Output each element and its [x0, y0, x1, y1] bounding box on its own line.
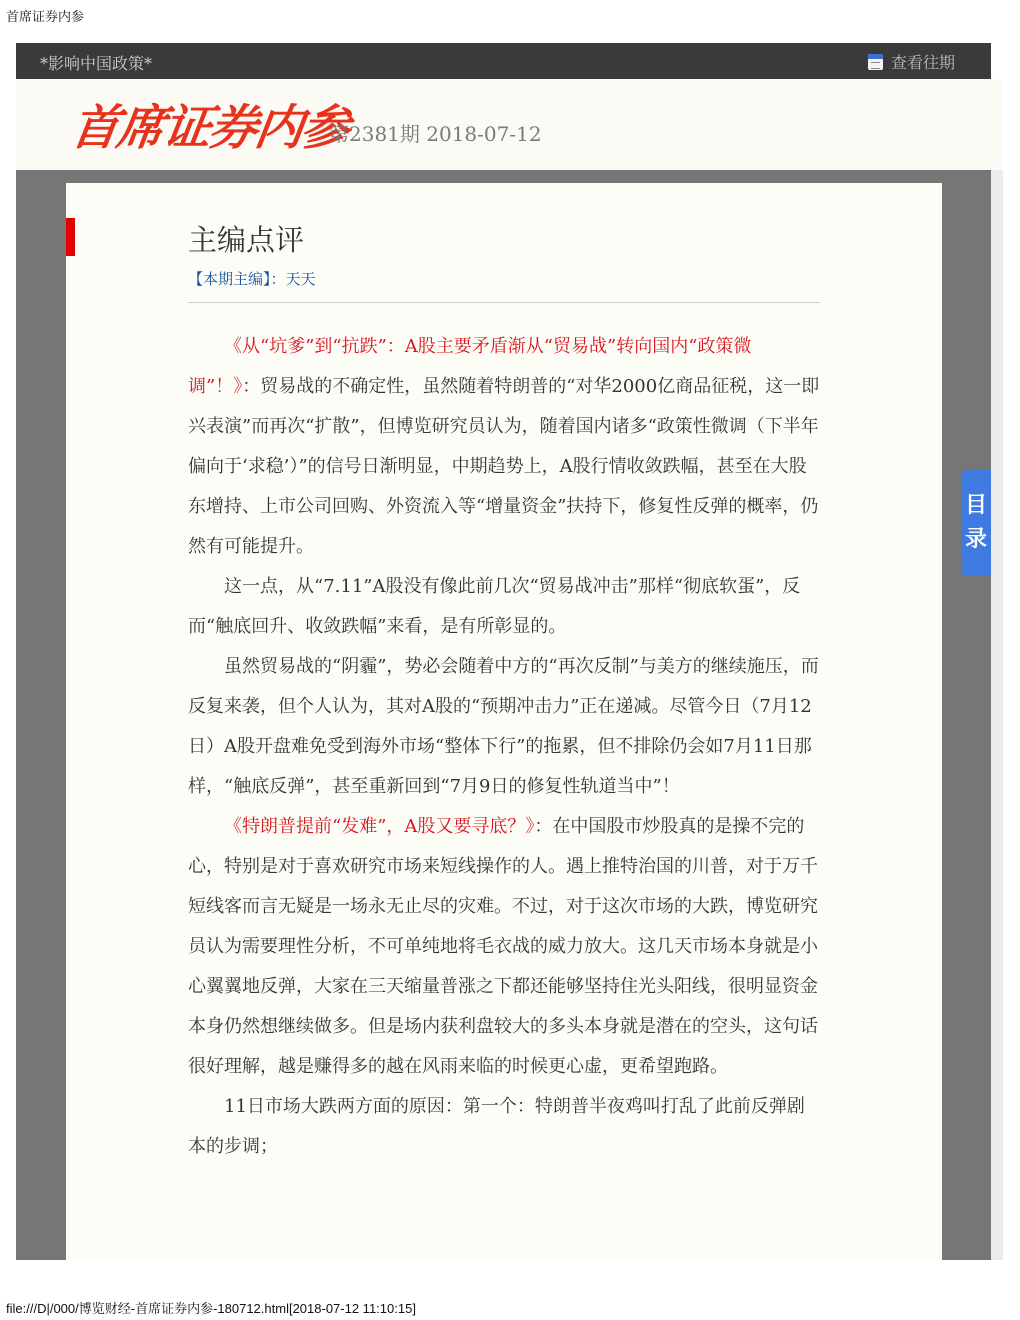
paragraph-text: ：贸易战的不确定性，虽然随着特朗普的“对华2000亿商品征税，这一即兴表演”而再次“扩散”，但博览研究员认为，随着国内诸多“政策性微调（下半年偏向于‘求稳’）”的信号日渐明显，中期趋势上，A股行情收敛跌幅，甚至在大股东增持、上市公司回购、外资流入等“增量资金”扶持下，修复性反弹的概率，仍然有可能提升。: [188, 376, 820, 557]
print-footer: file:///D|/000/博览财经-首席证券内参-180712.html[2018-07-12 11:10:15]: [6, 1301, 416, 1316]
top-bar: [16, 43, 991, 79]
view-archive-link[interactable]: [868, 50, 955, 73]
divider: [188, 302, 820, 303]
paragraph: [188, 327, 820, 567]
paragraph: 这一点，从“7.11”A股没有像此前几次“贸易战冲击”那样“彻底软蛋”，反而“触底回升、收敛跌幅”来看，是有所彰显的。: [188, 576, 801, 637]
paragraph: 虽然贸易战的“阴霾”，势必会随着中方的“再次反制”与美方的继续施压，而反复来袭，但个人认为，其对A股的“预期冲击力”正在递减。尽管今日（7月12日）A股开盘难免受到海外市场“整体下行”的拖累，但不排除仍会如7月11日那样，“触底反弹”，甚至重新回到“7月9日的修复性轨道当中”！: [188, 656, 819, 797]
table-of-contents-button[interactable]: [961, 470, 991, 576]
view-archive-label: 查看往期: [890, 53, 955, 72]
editor-name[interactable]: 天天: [285, 270, 316, 288]
print-header: 首席证券内参: [6, 9, 85, 24]
editor-label: 【本期主编】：: [188, 270, 286, 288]
logo: 首席证券内参: [67, 100, 352, 156]
article-link-2[interactable]: 《特朗普提前“发难”，A股又要寻底？》: [224, 816, 535, 837]
toc-char-2: 录: [964, 527, 987, 552]
calendar-icon: [868, 54, 883, 70]
paragraph: [188, 807, 820, 1087]
article-link-1[interactable]: 《从“坑爹”到“抗跌”：A股主要矛盾渐从“贸易战”转向国内“政策微调”！》: [188, 336, 752, 397]
article-body: [188, 327, 820, 1167]
masthead-banner: [16, 79, 1001, 171]
issue-number-date: 第2381期 2018-07-12: [329, 122, 542, 146]
paragraph: 11日市场大跌两方面的原因：第一个：特朗普半夜鸡叫打乱了此前反弹剧本的步调；: [188, 1096, 805, 1157]
toc-char-1: 目: [964, 493, 987, 518]
slogan: *影响中国政策*: [40, 54, 153, 73]
section-marker: [66, 218, 75, 256]
paragraph-text: ：在中国股市炒股真的是操不完的心，特别是对于喜欢研究市场来短线操作的人。遇上推特治国的川普，对于万千短线客而言无疑是一场永无止尽的灾难。不过，对于这次市场的大跌，博览研究员认为需要理性分析，不可单纯地将毛衣战的威力放大。这几天市场本身就是小心翼翼地反弹，大家在三天缩量普涨之下都还能够坚持住光头阳线，很明显资金本身仍然想继续做多。但是场内获利盘较大的多头本身就是潜在的空头，这句话很好理解，越是赚得多的越在风雨来临的时候更心虚，更希望跑路。: [188, 816, 818, 1077]
scrollbar-track[interactable]: [991, 170, 1003, 1260]
section-title: 主编点评: [188, 223, 305, 257]
editor-line: [188, 268, 316, 289]
